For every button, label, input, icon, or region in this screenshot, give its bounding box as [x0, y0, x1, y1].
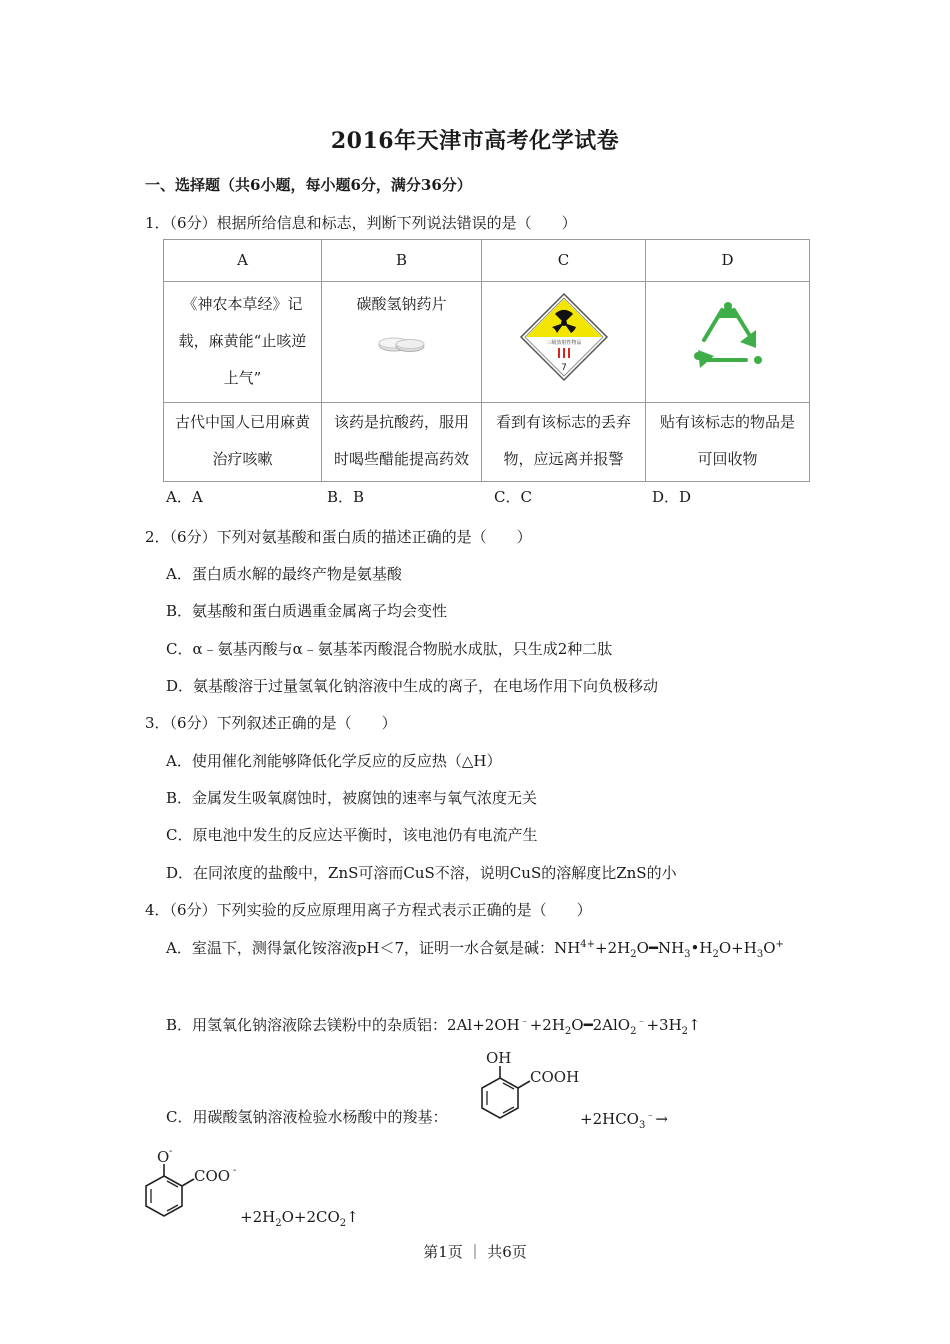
desc-d	[646, 403, 810, 482]
cell-a-line: 《神农本草经》记	[182, 295, 303, 313]
desc-c-line: 看到有该标志的丢弃	[495, 413, 631, 431]
desc-c-line: 物，应远离并报警	[503, 450, 624, 468]
cell-b-label: 碳酸氢钠药片	[356, 295, 447, 313]
carboxylate-charge: -	[233, 1165, 237, 1176]
hydroxyl-label: OH	[486, 1049, 512, 1067]
question-2-stem: 2．（6分）下列对氨基酸和蛋白质的描述正确的是（ ）	[145, 528, 532, 546]
cell-a-info	[164, 282, 322, 403]
q4-option-b-formula: $2Al+2OH^﹣+2H_2O━2AlO_2^﹣+3H_2↑$	[447, 1016, 701, 1037]
q3-option-c[interactable]: C．原电池中发生的反应达平衡时，该电池仍有电流产生	[166, 826, 538, 844]
q4-option-a[interactable]	[166, 937, 784, 960]
cell-b-info	[322, 282, 482, 403]
desc-b-line: 该药是抗酸药，服用	[333, 413, 469, 431]
desc-a-line: 治疗咳嗽	[212, 450, 273, 468]
option-c[interactable]: C．C	[494, 488, 532, 506]
q2-option-a[interactable]: A．蛋白质水解的最终产物是氨基酸	[166, 565, 402, 583]
q3-option-b[interactable]: B．金属发生吸氧腐蚀时，被腐蚀的速率与氧气浓度无关	[166, 789, 538, 807]
question-4-stem: 4．（6分）下列实验的反应原理用离子方程式表示正确的是（ ）	[145, 901, 592, 919]
desc-d-line: 可回收物	[697, 450, 758, 468]
desc-c	[482, 403, 646, 482]
question-1-stem: 1．（6分）根据所给信息和标志，判断下列说法错误的是（ ）	[145, 214, 577, 232]
carboxylate-label: COO	[194, 1167, 231, 1185]
q2-option-b[interactable]: B．氨基酸和蛋白质遇重金属离子均会变性	[166, 602, 448, 620]
cell-a-line: 上气”	[223, 369, 262, 387]
q2-option-d[interactable]: D．氨基酸溶于过量氢氧化钠溶液中生成的离子，在电场作用下向负极移动	[166, 677, 659, 695]
desc-a-line: 古代中国人已用麻黄	[174, 413, 310, 431]
cell-a-line: 载，麻黄能“止咳逆	[178, 332, 307, 350]
header-b: B	[322, 240, 482, 282]
option-d[interactable]: D．D	[652, 488, 692, 506]
desc-d-line: 贴有该标志的物品是	[659, 413, 795, 431]
cell-d-sign	[646, 282, 810, 403]
carboxyl-label: COOH	[530, 1068, 580, 1086]
oxide-label: O	[157, 1148, 170, 1166]
page-title: 2016年天津市高考化学试卷	[330, 128, 620, 154]
q3-option-d[interactable]: D．在同浓度的盐酸中，ZnS可溶而CuS不溶，说明CuS的溶解度比ZnS的小	[166, 864, 677, 882]
desc-b	[322, 403, 482, 482]
option-b[interactable]: B．B	[327, 488, 365, 506]
sign-caption: 三级放射性物品	[545, 340, 582, 346]
question-3-stem: 3．（6分）下列叙述正确的是（ ）	[145, 714, 397, 732]
recycle-symbol-icon	[686, 298, 770, 376]
header-a: A	[164, 240, 322, 282]
oxide-charge: -	[169, 1146, 173, 1157]
q4-option-b[interactable]	[166, 1012, 701, 1037]
radioactive-warning-sign-icon	[519, 292, 609, 382]
q4-option-b-text: B．用氢氧化钠溶液除去镁粉中的杂质铝：	[166, 1016, 448, 1034]
page-footer: 第1页 ｜ 共6页	[423, 1243, 527, 1261]
header-d: D	[646, 240, 810, 282]
q3-option-a[interactable]: A．使用催化剂能够降低化学反应的反应热（△H）	[166, 752, 502, 770]
header-c: C	[482, 240, 646, 282]
q4-option-c-products: $+2H_2O+2CO_2↑$	[240, 1208, 359, 1229]
section-heading: 一、选择题（共6小题，每小题6分，满分36分）	[145, 176, 472, 194]
option-a[interactable]: A．A	[166, 488, 203, 506]
q4-option-a-text: A．室温下，测得氯化铵溶液pH＜7，证明一水合氨是碱：	[166, 939, 555, 957]
desc-a	[164, 403, 322, 482]
question-1-table	[163, 239, 810, 482]
q4-option-c[interactable]: C．用碳酸氢钠溶液检验水杨酸中的羧基：	[166, 1108, 448, 1126]
sign-class-number: 7	[560, 363, 567, 373]
cell-c-sign	[482, 282, 646, 403]
salicylic-acid-structure	[476, 1046, 596, 1130]
q4-option-c-reactant: $+2HCO_3^﹣\to$	[580, 1110, 668, 1131]
tablets-image	[372, 327, 432, 357]
q2-option-c[interactable]: C．α﹣氨基丙酸与α﹣氨基苯丙酸混合物脱水成肽，只生成2种二肽	[166, 640, 613, 658]
q4-option-a-formula: $NH^{4+}+2H_2O━NH_3•H_2O+H_3O^+$	[554, 939, 784, 960]
desc-b-line: 时喝些醋能提高药效	[333, 450, 469, 468]
